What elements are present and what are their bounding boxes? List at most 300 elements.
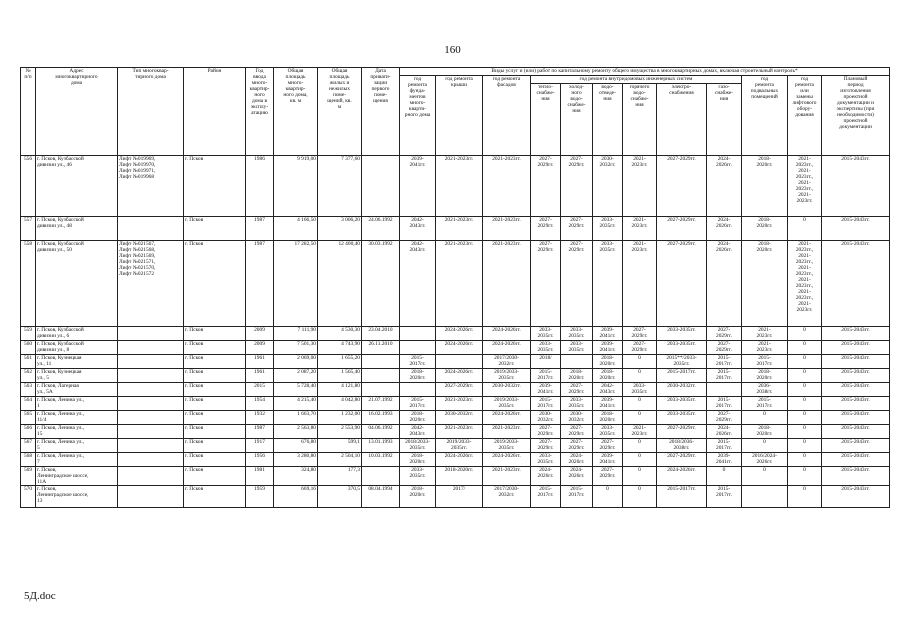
header-sewer: водо- отведе- ния [593,84,623,156]
cell-house-type [118,369,184,383]
header-works-group: Виды услуг и (или) работ по капитальному ремонту общего имущества в многоквартирных домах, включая строительный контроль* [400,68,890,76]
table-body [21,156,890,508]
cell-facade-repair: 2024-2026гг. [483,327,531,341]
footer-filename: 5Д.doc [24,590,56,602]
cell-lift-repair: 2021- 2023гг., 2021- 2023гг., 2021- 2023гг., 2021- 2023гг., 2021- 2023гг., 2021- 2023гг. [788,241,822,327]
cell-district: г. Псков [184,425,246,439]
cell-basement-repair: 0 [742,467,788,486]
cell-heat-supply: 2033- 2035гг. [531,453,561,467]
cell-sewerage: 0 [593,486,623,508]
cell-total-area: 2 563,80 [274,425,318,439]
cell-gas-supply: 2027- 2029гг. [707,327,742,341]
cell-planned-period: 2015-2043гг. [822,397,890,411]
cell-living-area: 2 504,10 [318,453,362,467]
cell-sewerage: 2042- 2043гг. [593,383,623,397]
cell-row-number: 567 [21,439,36,453]
cell-row-number: 568 [21,453,36,467]
cell-house-type [118,383,184,397]
table-row [21,327,890,341]
cell-foundation-repair: 2015- 2017гг. [400,355,436,369]
cell-privatization-date [362,467,400,486]
cell-electric-supply: 2027-2029гг. [657,217,707,241]
cell-foundation-repair: 2018- 2020гг. [400,486,436,508]
cell-total-area: 4 215,40 [274,397,318,411]
cell-roof-repair: 2018-2020гг. [436,467,483,486]
cell-row-number: 564 [21,397,36,411]
cell-address: г. Псков, Кузбасской дивизии ул., 46 [36,156,118,217]
cell-heat-supply: 2030- 2032гг. [531,411,561,425]
cell-roof-repair: 2030-2032гг. [436,411,483,425]
cell-address: г. Псков, Ленинградское шоссе, 13 [36,486,118,508]
cell-electric-supply: 2033-2035гг. [657,341,707,355]
header-gas: газо- снабже- ния [707,84,742,156]
cell-cold-water: 2033- 2035гг. [561,397,593,411]
cell-roof-repair: 2024-2026гг. [436,327,483,341]
cell-roof-repair: 2021-2023гг. [436,241,483,327]
cell-hot-water: 0 [623,467,657,486]
cell-year: 1961 [246,355,274,369]
cell-planned-period: 2015-2043гг. [822,425,890,439]
cell-roof-repair: 2027-2029гг. [436,383,483,397]
cell-living-area: 177,3 [318,467,362,486]
cell-living-area: 4 530,30 [318,327,362,341]
cell-basement-repair: 2015- 2017гг. [742,397,788,411]
cell-lift-repair: 0 [788,369,822,383]
cell-sewerage: 2030- 2032гг. [593,156,623,217]
header-heat: тепло- снабже- ния [531,84,561,156]
cell-total-area: 676,80 [274,439,318,453]
table-row [21,369,890,383]
table-row [21,425,890,439]
cell-facade-repair: 2017/2030- 2032гг. [483,486,531,508]
cell-address: г. Псков, Кузнецкая ул., 11 [36,355,118,369]
cell-house-type [118,467,184,486]
cell-foundation-repair: 2039- 2041гг. [400,156,436,217]
cell-electric-supply: 2015-2017гг. [657,369,707,383]
cell-gas-supply: 2015- 2017гг. [707,439,742,453]
cell-facade-repair: 2021-2023гг. [483,217,531,241]
cell-row-number: 561 [21,355,36,369]
cell-heat-supply: 2027- 2029гг. [531,241,561,327]
cell-planned-period: 2015-2043гг. [822,467,890,486]
cell-facade-repair: 2024-2026гг. [483,411,531,425]
cell-cold-water: 2024- 2026гг. [561,467,593,486]
cell-basement-repair: 0 [742,439,788,453]
cell-basement-repair: 2036- 2038гг. [742,383,788,397]
cell-hot-water: 2021- 2023гг. [623,156,657,217]
cell-lift-repair: 0 [788,383,822,397]
cell-row-number: 570 [21,486,36,508]
cell-heat-supply: 2024- 2026гг. [531,467,561,486]
cell-privatization-date: 10.03.1992 [362,453,400,467]
cell-living-area: 599,1 [318,439,362,453]
cell-total-area: 2 069,00 [274,355,318,369]
cell-facade-repair: 2021-2023гг. [483,425,531,439]
cell-total-area: 5 728,40 [274,383,318,397]
cell-year: 1917 [246,439,274,453]
cell-living-area: 4 743,90 [318,341,362,355]
cell-living-area: 7 377,60 [318,156,362,217]
cell-electric-supply: 2027-2029гг. [657,453,707,467]
cell-house-type [118,341,184,355]
cell-sewerage: 2039- 2041гг. [593,453,623,467]
cell-facade-repair: 2021-2023гг. [483,241,531,327]
cell-basement-repair: 2021- 2023гг. [742,341,788,355]
cell-electric-supply: 2033-2035гг. [657,411,707,425]
cell-row-number: 565 [21,411,36,425]
cell-lift-repair: 0 [788,453,822,467]
cell-facade-repair: 2017/2030- 2032гг. [483,355,531,369]
cell-year: 1987 [246,425,274,439]
cell-address: г. Псков, Ленинградское шоссе, 11А [36,467,118,486]
cell-address: г. Псков, Кузбасской дивизии ул., 8 [36,341,118,355]
cell-living-area: 2 553,90 [318,425,362,439]
cell-district: г. Псков [184,327,246,341]
cell-facade-repair: 2024-2026гг. [483,341,531,355]
cell-planned-period: 2015-2043гг. [822,355,890,369]
cell-roof-repair: 2024-2026гг. [436,453,483,467]
cell-year: 1932 [246,411,274,425]
cell-heat-supply: 2027- 2029гг. [531,425,561,439]
cell-electric-supply: 2033-2035гг. [657,397,707,411]
cell-planned-period: 2015-2043гг. [822,439,890,453]
cell-basement-repair: 2018- 2020гг. [742,425,788,439]
cell-gas-supply [707,383,742,397]
header-basement: год ремонта подвальных помещений [742,76,788,156]
cell-privatization-date: 16.02.1993 [362,411,400,425]
cell-hot-water: 0 [623,453,657,467]
cell-sewerage: 2018- 2020гг. [593,411,623,425]
cell-house-type [118,327,184,341]
cell-heat-supply: 2015- 2017гг. [531,369,561,383]
cell-district: г. Псков [184,355,246,369]
cell-basement-repair: 2021- 2023гг. [742,327,788,341]
cell-hot-water: 0 [623,355,657,369]
cell-district: г. Псков [184,156,246,217]
cell-privatization-date [362,156,400,217]
cell-foundation-repair [400,327,436,341]
cell-year: 1954 [246,397,274,411]
cell-planned-period: 2015-2043гг. [822,486,890,508]
cell-house-type: Лифт №021567, Лифт №021568, Лифт №021569, Лифт №021571, Лифт №021570, Лифт №021572 [118,241,184,327]
cell-privatization-date [362,355,400,369]
table-row [21,453,890,467]
cell-gas-supply: 2027- 2029гг. [707,411,742,425]
cell-row-number: 558 [21,241,36,327]
cell-foundation-repair: 2015- 2017гг. [400,397,436,411]
cell-total-area: 669,16 [274,486,318,508]
cell-house-type [118,486,184,508]
cell-gas-supply: 2015- 2017гг. [707,355,742,369]
cell-cold-water: 2027- 2029гг. [561,439,593,453]
cell-cold-water: 2030- 2032гг. [561,411,593,425]
cell-lift-repair: 0 [788,486,822,508]
cell-roof-repair: 2019/2033- 2035гг. [436,439,483,453]
cell-sewerage: 2027- 2029гг. [593,467,623,486]
header-type: Тип многоквар- тирного дома [118,68,184,156]
header-systems-group: год ремонта внутридомовых инженерных систем [531,76,742,84]
cell-district: г. Псков [184,411,246,425]
cell-lift-repair: 0 [788,341,822,355]
cell-roof-repair [436,355,483,369]
cell-planned-period: 2015-2043гг. [822,327,890,341]
header-facade: год ремонта фасадов [483,76,531,156]
cell-cold-water: 2027- 2029гг. [561,425,593,439]
cell-house-type [118,217,184,241]
cell-roof-repair: 2021-2023гг. [436,156,483,217]
cell-lift-repair: 0 [788,411,822,425]
cell-living-area: 3 006,20 [318,217,362,241]
cell-district: г. Псков [184,369,246,383]
cell-facade-repair: 2021-2023гг. [483,467,531,486]
cell-foundation-repair: 2018- 2020гг. [400,453,436,467]
cell-planned-period: 2015-2043гг. [822,369,890,383]
header-year: Год ввода много- квартир- ного дома в эксплу- атацию [246,68,274,156]
cell-privatization-date: 04.06.1992 [362,425,400,439]
cell-address: г. Псков, Кузнецкая ул., 5 [36,369,118,383]
cell-row-number: 559 [21,327,36,341]
cell-row-number: 557 [21,217,36,241]
cell-electric-supply: 2027-2029гг. [657,425,707,439]
table-row [21,439,890,453]
cell-electric-supply: 2033-2035гг. [657,327,707,341]
cell-living-area: 1 655,20 [318,355,362,369]
cell-row-number: 569 [21,467,36,486]
cell-total-area: 7 111,90 [274,327,318,341]
cell-district: г. Псков [184,453,246,467]
cell-sewerage: 2018- 2020гг. [593,355,623,369]
cell-hot-water: 2021- 2023гг. [623,241,657,327]
table-row [21,341,890,355]
cell-gas-supply: 0 [707,467,742,486]
table-row [21,411,890,425]
cell-privatization-date: 30.03.1992 [362,241,400,327]
cell-planned-period: 2015-2043гг. [822,453,890,467]
table-row [21,355,890,369]
cell-district: г. Псков [184,383,246,397]
cell-planned-period: 2015-2043гг. [822,241,890,327]
cell-planned-period: 2015-2043гг. [822,156,890,217]
cell-privatization-date: 13.01.1993 [362,439,400,453]
table-row [21,467,890,486]
cell-row-number: 563 [21,383,36,397]
cell-gas-supply: 2015- 2017гг. [707,369,742,383]
cell-heat-supply: 2033- 2035гг. [531,327,561,341]
table-row [21,156,890,217]
table-row [21,217,890,241]
cell-living-area: 1 565,40 [318,369,362,383]
cell-address: г. Псков, Ленина ул., 5 [36,439,118,453]
cell-electric-supply: 2030-2032гг. [657,383,707,397]
cell-basement-repair: 2018- 2020гг. [742,217,788,241]
header-total-area: Общая площадь много- квартир- ного дома, кв. м [274,68,318,156]
cell-total-area: 3 280,80 [274,453,318,467]
cell-living-area: 1 232,00 [318,411,362,425]
cell-lift-repair: 0 [788,217,822,241]
cell-electric-supply: 2018/2036- 2038гг. [657,439,707,453]
cell-gas-supply: 2015- 2017гг. [707,486,742,508]
cell-year: 1986 [246,156,274,217]
cell-privatization-date: 21.07.1992 [362,397,400,411]
cell-basement-repair: 2018- 2020гг. [742,369,788,383]
header-living-area: Общая площадь жилых и нежилых поме- щений, кв. м [318,68,362,156]
table-row [21,486,890,508]
cell-cold-water [561,355,593,369]
cell-total-area: 2 087,20 [274,369,318,383]
cell-living-area: 12 400,40 [318,241,362,327]
cell-district: г. Псков [184,467,246,486]
cell-lift-repair: 0 [788,355,822,369]
cell-year: 1961 [246,369,274,383]
cell-total-area: 324,80 [274,467,318,486]
cell-cold-water: 2033- 2035гг. [561,341,593,355]
cell-living-area: 4 121,80 [318,383,362,397]
cell-hot-water: 2033- 2035гг. [623,383,657,397]
cell-total-area: 4 166,50 [274,217,318,241]
cell-gas-supply: 2024- 2026гг. [707,241,742,327]
cell-privatization-date: 23.04.2010 [362,327,400,341]
cell-heat-supply: 2015- 2017гг. [531,486,561,508]
table-row [21,241,890,327]
cell-hot-water: 2021- 2023гг. [623,425,657,439]
cell-electric-supply: 2015**/2033- 2035гг. [657,355,707,369]
cell-address: г. Псков, Ленина ул., 7 [36,453,118,467]
cell-lift-repair: 2021- 2023гг., 2021- 2023гг., 2021- 2023гг., 2021- 2023гг. [788,156,822,217]
cell-cold-water: 2027- 2029гг. [561,217,593,241]
cell-cold-water: 2024- 2026гг. [561,453,593,467]
header-privatization-date: Дата привати- зации первого поме- щения [362,68,400,156]
cell-planned-period: 2015-2043гг. [822,411,890,425]
cell-hot-water: 0 [623,439,657,453]
cell-facade-repair: 2024-2026гг. [483,453,531,467]
cell-electric-supply: 2027-2029гг. [657,241,707,327]
capital-repair-table [20,67,890,508]
cell-electric-supply: 2015-2017гг. [657,486,707,508]
cell-district: г. Псков [184,439,246,453]
cell-roof-repair: 2021-2023гг. [436,397,483,411]
cell-privatization-date [362,369,400,383]
cell-lift-repair: 0 [788,397,822,411]
cell-foundation-repair [400,383,436,397]
cell-address: г. Псков, Кузбасской дивизии ул., 50 [36,241,118,327]
cell-house-type [118,355,184,369]
cell-year: 1959 [246,486,274,508]
cell-foundation-repair: 2042- 2043гг. [400,217,436,241]
cell-total-area: 7 501,30 [274,341,318,355]
cell-district: г. Псков [184,241,246,327]
cell-year: 2015 [246,383,274,397]
cell-foundation-repair: 2018/2033- 2035гг. [400,439,436,453]
cell-total-area: 17 282,50 [274,241,318,327]
cell-gas-supply: 2024- 2026гг. [707,217,742,241]
cell-address: г. Псков, Лагерная ул., 5А [36,383,118,397]
cell-hot-water: 0 [623,397,657,411]
cell-address: г. Псков, Ленина ул., 1 [36,397,118,411]
cell-total-area: 9 919,00 [274,156,318,217]
cell-district: г. Псков [184,486,246,508]
cell-heat-supply: 2015- 2017гг. [531,397,561,411]
cell-foundation-repair: 2018- 2020гг. [400,411,436,425]
cell-hot-water: 2027- 2029гг. [623,327,657,341]
header-address: Адрес многоквартирного дома [36,68,118,156]
cell-facade-repair: 2021-2023гг. [483,156,531,217]
cell-heat-supply: 2018/ [531,355,561,369]
header-district: Район [184,68,246,156]
cell-lift-repair: 0 [788,327,822,341]
cell-roof-repair: 2021-2023гг. [436,425,483,439]
cell-heat-supply: 2027- 2029гг. [531,156,561,217]
cell-foundation-repair: 2042- 2043гг. [400,241,436,327]
cell-roof-repair: 2024-2026гг. [436,369,483,383]
cell-privatization-date: 08.04.1994 [362,486,400,508]
cell-living-area: 4 042,80 [318,397,362,411]
cell-year: 1981 [246,467,274,486]
cell-year: 1987 [246,241,274,327]
cell-address: г. Псков, Ленина ул., 11/4 [36,411,118,425]
header-num: № п/п [21,68,36,156]
cell-gas-supply: 2039- 2041гг. [707,453,742,467]
cell-hot-water: 2027- 2029гг. [623,341,657,355]
cell-lift-repair: 0 [788,467,822,486]
cell-sewerage: 2039- 2041гг. [593,397,623,411]
cell-district: г. Псков [184,217,246,241]
cell-roof-repair: 2024-2026гг. [436,341,483,355]
cell-roof-repair: 2021-2023гг. [436,217,483,241]
cell-sewerage: 2018- 2020гг. [593,369,623,383]
cell-cold-water: 2027- 2029гг. [561,241,593,327]
cell-cold-water: 2027- 2029гг. [561,383,593,397]
cell-lift-repair: 0 [788,425,822,439]
cell-facade-repair: 2019/2033- 2035гг. [483,397,531,411]
cell-address: г. Псков, Ленина ул., 15 [36,425,118,439]
cell-basement-repair: 2015- 2017гг. [742,355,788,369]
cell-hot-water: 2021- 2023гг. [623,217,657,241]
header-roof: год ремонта крыши [436,76,483,156]
cell-sewerage: 2027- 2029гг. [593,439,623,453]
cell-foundation-repair [400,341,436,355]
cell-privatization-date: 24.06.1992 [362,217,400,241]
page-number: 160 [444,44,461,56]
cell-gas-supply: 2015- 2017гг. [707,397,742,411]
cell-row-number: 556 [21,156,36,217]
header-electric: электро- снабжения [657,84,707,156]
cell-row-number: 560 [21,341,36,355]
cell-gas-supply: 2024- 2026гг. [707,425,742,439]
cell-planned-period: 2015-2043гг. [822,217,890,241]
cell-address: г. Псков, Кузбасской дивизии ул., 48 [36,217,118,241]
cell-electric-supply: 2024-2026гг. [657,467,707,486]
header-foundation: год ремонта фунда- ментов много- кварти- рного дома [400,76,436,156]
table-row [21,383,890,397]
header-cold-water: холод- ного водо- снабже- ния [561,84,593,156]
cell-cold-water: 2033- 2035гг. [561,327,593,341]
cell-privatization-date: 26.11.2010 [362,341,400,355]
cell-year: 1956 [246,453,274,467]
cell-living-area: 370,5 [318,486,362,508]
table-row [21,397,890,411]
cell-heat-supply: 2027- 2029гг. [531,217,561,241]
cell-roof-repair: 2017/ [436,486,483,508]
cell-privatization-date [362,383,400,397]
cell-hot-water: 0 [623,369,657,383]
cell-heat-supply: 2039- 2041гг. [531,383,561,397]
cell-gas-supply: 2024- 2026гг. [707,156,742,217]
cell-sewerage: 2033- 2035гг. [593,241,623,327]
cell-sewerage: 2033- 2035гг. [593,425,623,439]
cell-house-type [118,425,184,439]
cell-gas-supply: 2027- 2029гг. [707,341,742,355]
cell-basement-repair [742,486,788,508]
